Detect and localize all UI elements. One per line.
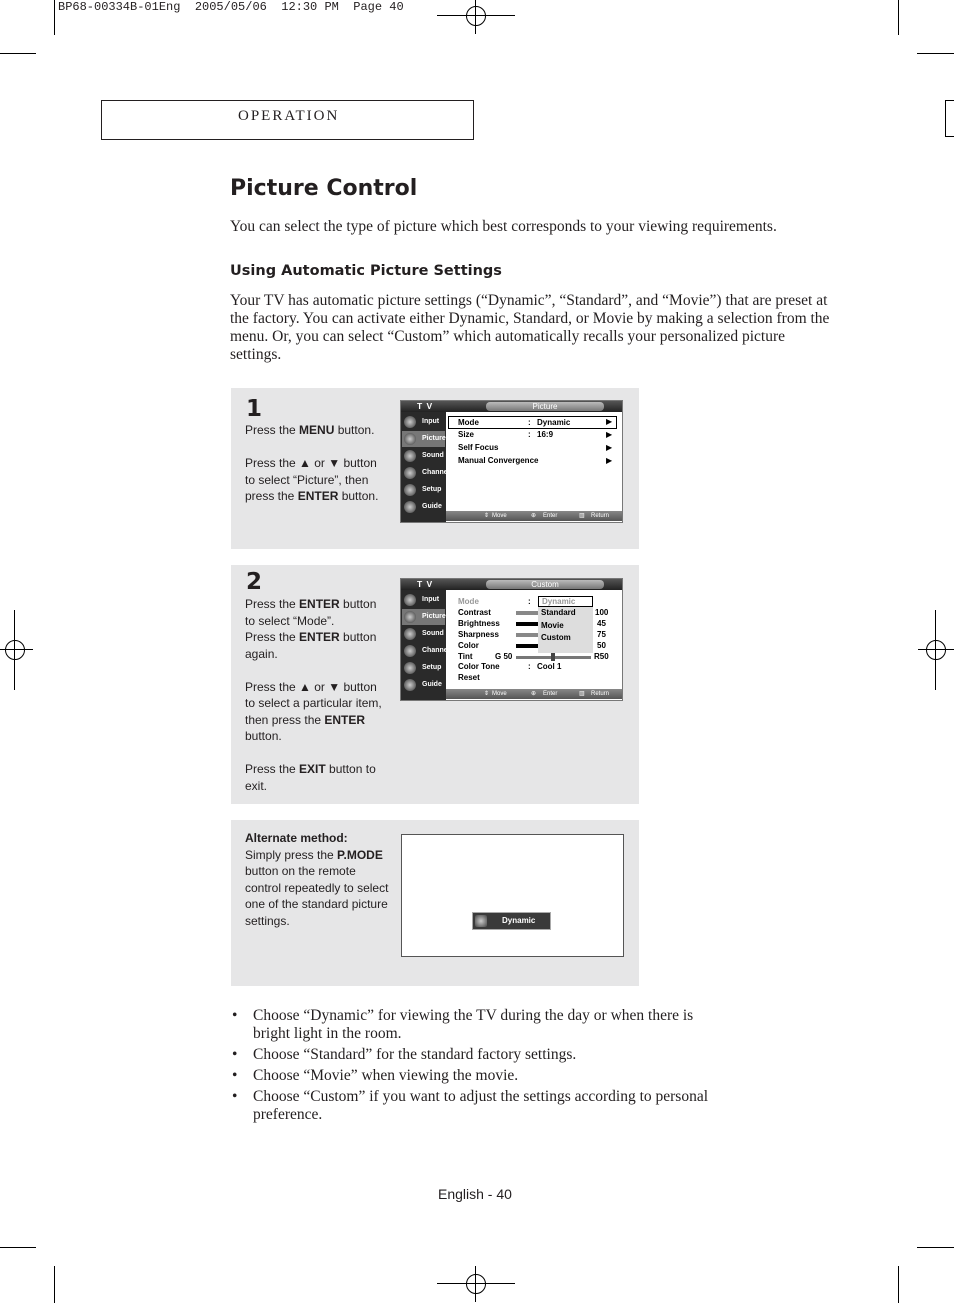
- osd2-row-label: Sharpness: [458, 630, 499, 639]
- picture-mode-badge: [472, 912, 551, 930]
- tint-right-value: R50: [594, 652, 609, 661]
- osd-side-channel: Channel: [402, 465, 445, 481]
- page-title: Picture Control: [230, 176, 418, 201]
- contrast-value: 100: [595, 608, 609, 617]
- crop-mark: [898, 0, 899, 35]
- registration-mark: [458, 0, 494, 34]
- picture-mode-badge-label: Dynamic: [502, 916, 536, 925]
- osd1-row-sep: :: [528, 430, 531, 439]
- step-1-text: Press the MENU button. Press the ▲ or ▼ button to select “Picture”, then press the ENTER button.: [245, 423, 379, 503]
- picture-icon: [404, 433, 416, 445]
- osd-side-setup: Setup: [402, 482, 445, 498]
- setup-icon: [404, 662, 416, 674]
- tint-left-value: G 50: [495, 652, 513, 661]
- osd-tv-label: T V: [417, 401, 434, 411]
- return-icon: ▥: [579, 691, 585, 697]
- osd1-row-value: Dynamic: [537, 418, 571, 427]
- input-icon: [404, 594, 416, 606]
- osd-title-bar: [401, 579, 622, 590]
- osd-title: Picture: [486, 402, 604, 411]
- alternate-method-label: Alternate method:: [245, 831, 348, 845]
- enter-icon: ⊕: [531, 691, 537, 697]
- osd-tv-label: T V: [417, 579, 434, 589]
- step-2-number: 2: [246, 569, 263, 595]
- osd-side-input: Input: [402, 414, 445, 430]
- osd2-row-label: Brightness: [458, 619, 500, 628]
- sound-icon: [404, 628, 416, 640]
- crop-mark: [898, 1266, 899, 1303]
- color-slider: [516, 644, 540, 648]
- sound-icon: [404, 450, 416, 462]
- osd1-row-value: 16:9: [537, 430, 554, 439]
- mode-dropdown-current: Dynamic: [538, 596, 593, 607]
- crop-mark: [0, 53, 36, 54]
- tv-screen-preview: [401, 834, 624, 957]
- intro-text: You can select the type of picture which best corresponds to your viewing requirements.: [230, 218, 777, 235]
- setup-icon: [404, 484, 416, 496]
- osd2-row-sep: :: [528, 662, 531, 671]
- input-icon: [404, 416, 416, 428]
- osd2-row-label: Color Tone: [458, 662, 500, 671]
- right-arrow-icon: ▶: [606, 443, 613, 452]
- body-paragraph: Your TV has automatic picture settings (“Dynamic”, “Standard”, and “Movie”) that are preset at the factory. You can activate either Dynamic, Standard, or Movie by making a selection from the menu. Or, you can select “Custom” which automatically recalls your personalized picture settings.: [230, 292, 830, 363]
- osd-side-channel: Channel: [402, 643, 445, 659]
- list-item: • Choose “Custom” if you want to adjust the settings according to personal preference.: [230, 1088, 730, 1124]
- registration-mark: [458, 1266, 494, 1302]
- crop-mark: [945, 100, 946, 136]
- registration-mark: [918, 632, 954, 668]
- osd1-row-sep: :: [528, 418, 531, 427]
- enter-icon: ⊕: [531, 513, 537, 519]
- osd-side-guide: Guide: [402, 499, 445, 515]
- return-icon: ▥: [579, 513, 585, 519]
- channel-icon: [404, 645, 416, 657]
- print-time: 12:30 PM: [281, 0, 339, 14]
- alternate-method-text: Alternate method: Simply press the P.MODE button on the remote control repeatedly to select one of the standard picture settings.: [245, 831, 389, 928]
- osd2-row-sep: :: [528, 597, 531, 606]
- color-value: 50: [597, 641, 606, 650]
- right-arrow-icon: ▶: [606, 430, 613, 439]
- osd-side-sound: Sound: [402, 626, 445, 642]
- sharpness-slider: [516, 633, 540, 637]
- osd-title: Custom: [486, 580, 604, 589]
- osd1-row-label: Manual Convergence: [458, 456, 539, 465]
- osd1-row-label: Self Focus: [458, 443, 499, 452]
- registration-mark: [0, 632, 33, 668]
- osd2-row-label: Reset: [458, 673, 480, 682]
- move-icon: ⇕: [484, 513, 490, 519]
- osd-bottom-bar: ⇕ Move ⊕ Enter ▥ Return: [446, 689, 622, 699]
- print-date: 2005/05/06: [194, 0, 267, 14]
- osd2-row-label: Mode: [458, 597, 479, 606]
- crop-mark: [945, 100, 954, 101]
- osd-sidebar: [401, 412, 450, 522]
- crop-mark: [945, 136, 954, 137]
- list-item: • Choose “Dynamic” for viewing the TV during the day or when there is bright light in the room.: [230, 1007, 730, 1043]
- osd-custom-menu: [400, 578, 623, 701]
- osd-side-input: Input: [402, 592, 445, 608]
- osd2-row-label: Contrast: [458, 608, 491, 617]
- print-header: [58, 0, 404, 14]
- picture-icon: [404, 611, 416, 623]
- channel-icon: [404, 467, 416, 479]
- right-arrow-icon: ▶: [606, 417, 613, 426]
- osd-side-picture: Picture: [402, 431, 445, 447]
- osd2-row-label: Tint: [458, 652, 473, 661]
- step-2-text: Press the ENTER button to select “Mode”. Press the ENTER button again. Press the ▲ or ▼ button to select a particular item, then press the ENTER button. Press the EXIT button to exit.: [245, 597, 382, 793]
- right-arrow-icon: ▶: [606, 456, 613, 465]
- brightness-value: 45: [597, 619, 606, 628]
- print-job: BP68-00334B-01Eng: [58, 0, 181, 14]
- osd-picture-menu: [400, 400, 623, 523]
- osd1-row-label: Size: [458, 430, 475, 439]
- crop-mark: [54, 1266, 55, 1303]
- move-icon: ⇕: [484, 691, 490, 697]
- mode-option: Custom: [541, 633, 571, 642]
- list-item: • Choose “Standard” for the standard factory settings.: [230, 1046, 730, 1064]
- page-footer: English - 40: [438, 1186, 512, 1202]
- print-page-label: Page: [353, 0, 383, 14]
- brightness-slider: [516, 622, 540, 626]
- print-page-num: 40: [389, 0, 404, 14]
- osd1-row-label: Mode: [458, 418, 479, 427]
- crop-mark: [917, 53, 954, 54]
- step-1-number: 1: [246, 396, 263, 422]
- crop-mark: [54, 0, 55, 35]
- contrast-slider: [516, 611, 540, 615]
- osd-sidebar: [401, 590, 450, 700]
- osd-title-bar: [401, 401, 622, 412]
- section-label: OPERATION: [238, 108, 340, 124]
- osd-side-setup: Setup: [402, 660, 445, 676]
- crop-mark: [0, 1247, 36, 1248]
- osd-side-sound: Sound: [402, 448, 445, 464]
- mode-descriptions-list: [230, 1007, 730, 1127]
- list-item: • Choose “Movie” when viewing the movie.: [230, 1067, 730, 1085]
- sharpness-value: 75: [597, 630, 606, 639]
- crop-mark: [917, 1247, 954, 1248]
- picture-mode-icon: [475, 915, 487, 927]
- guide-icon: [404, 679, 416, 691]
- osd2-row-label: Color: [458, 641, 479, 650]
- mode-option: Standard: [541, 608, 576, 617]
- osd-side-picture: Picture: [402, 609, 445, 625]
- osd-side-guide: Guide: [402, 677, 445, 693]
- osd-bottom-bar: ⇕ Move ⊕ Enter ▥ Return: [446, 511, 622, 521]
- color-tone-value: Cool 1: [537, 662, 562, 671]
- subtitle: Using Automatic Picture Settings: [230, 263, 502, 279]
- mode-option: Movie: [541, 621, 564, 630]
- guide-icon: [404, 501, 416, 513]
- mode-dropdown-list: [538, 607, 593, 653]
